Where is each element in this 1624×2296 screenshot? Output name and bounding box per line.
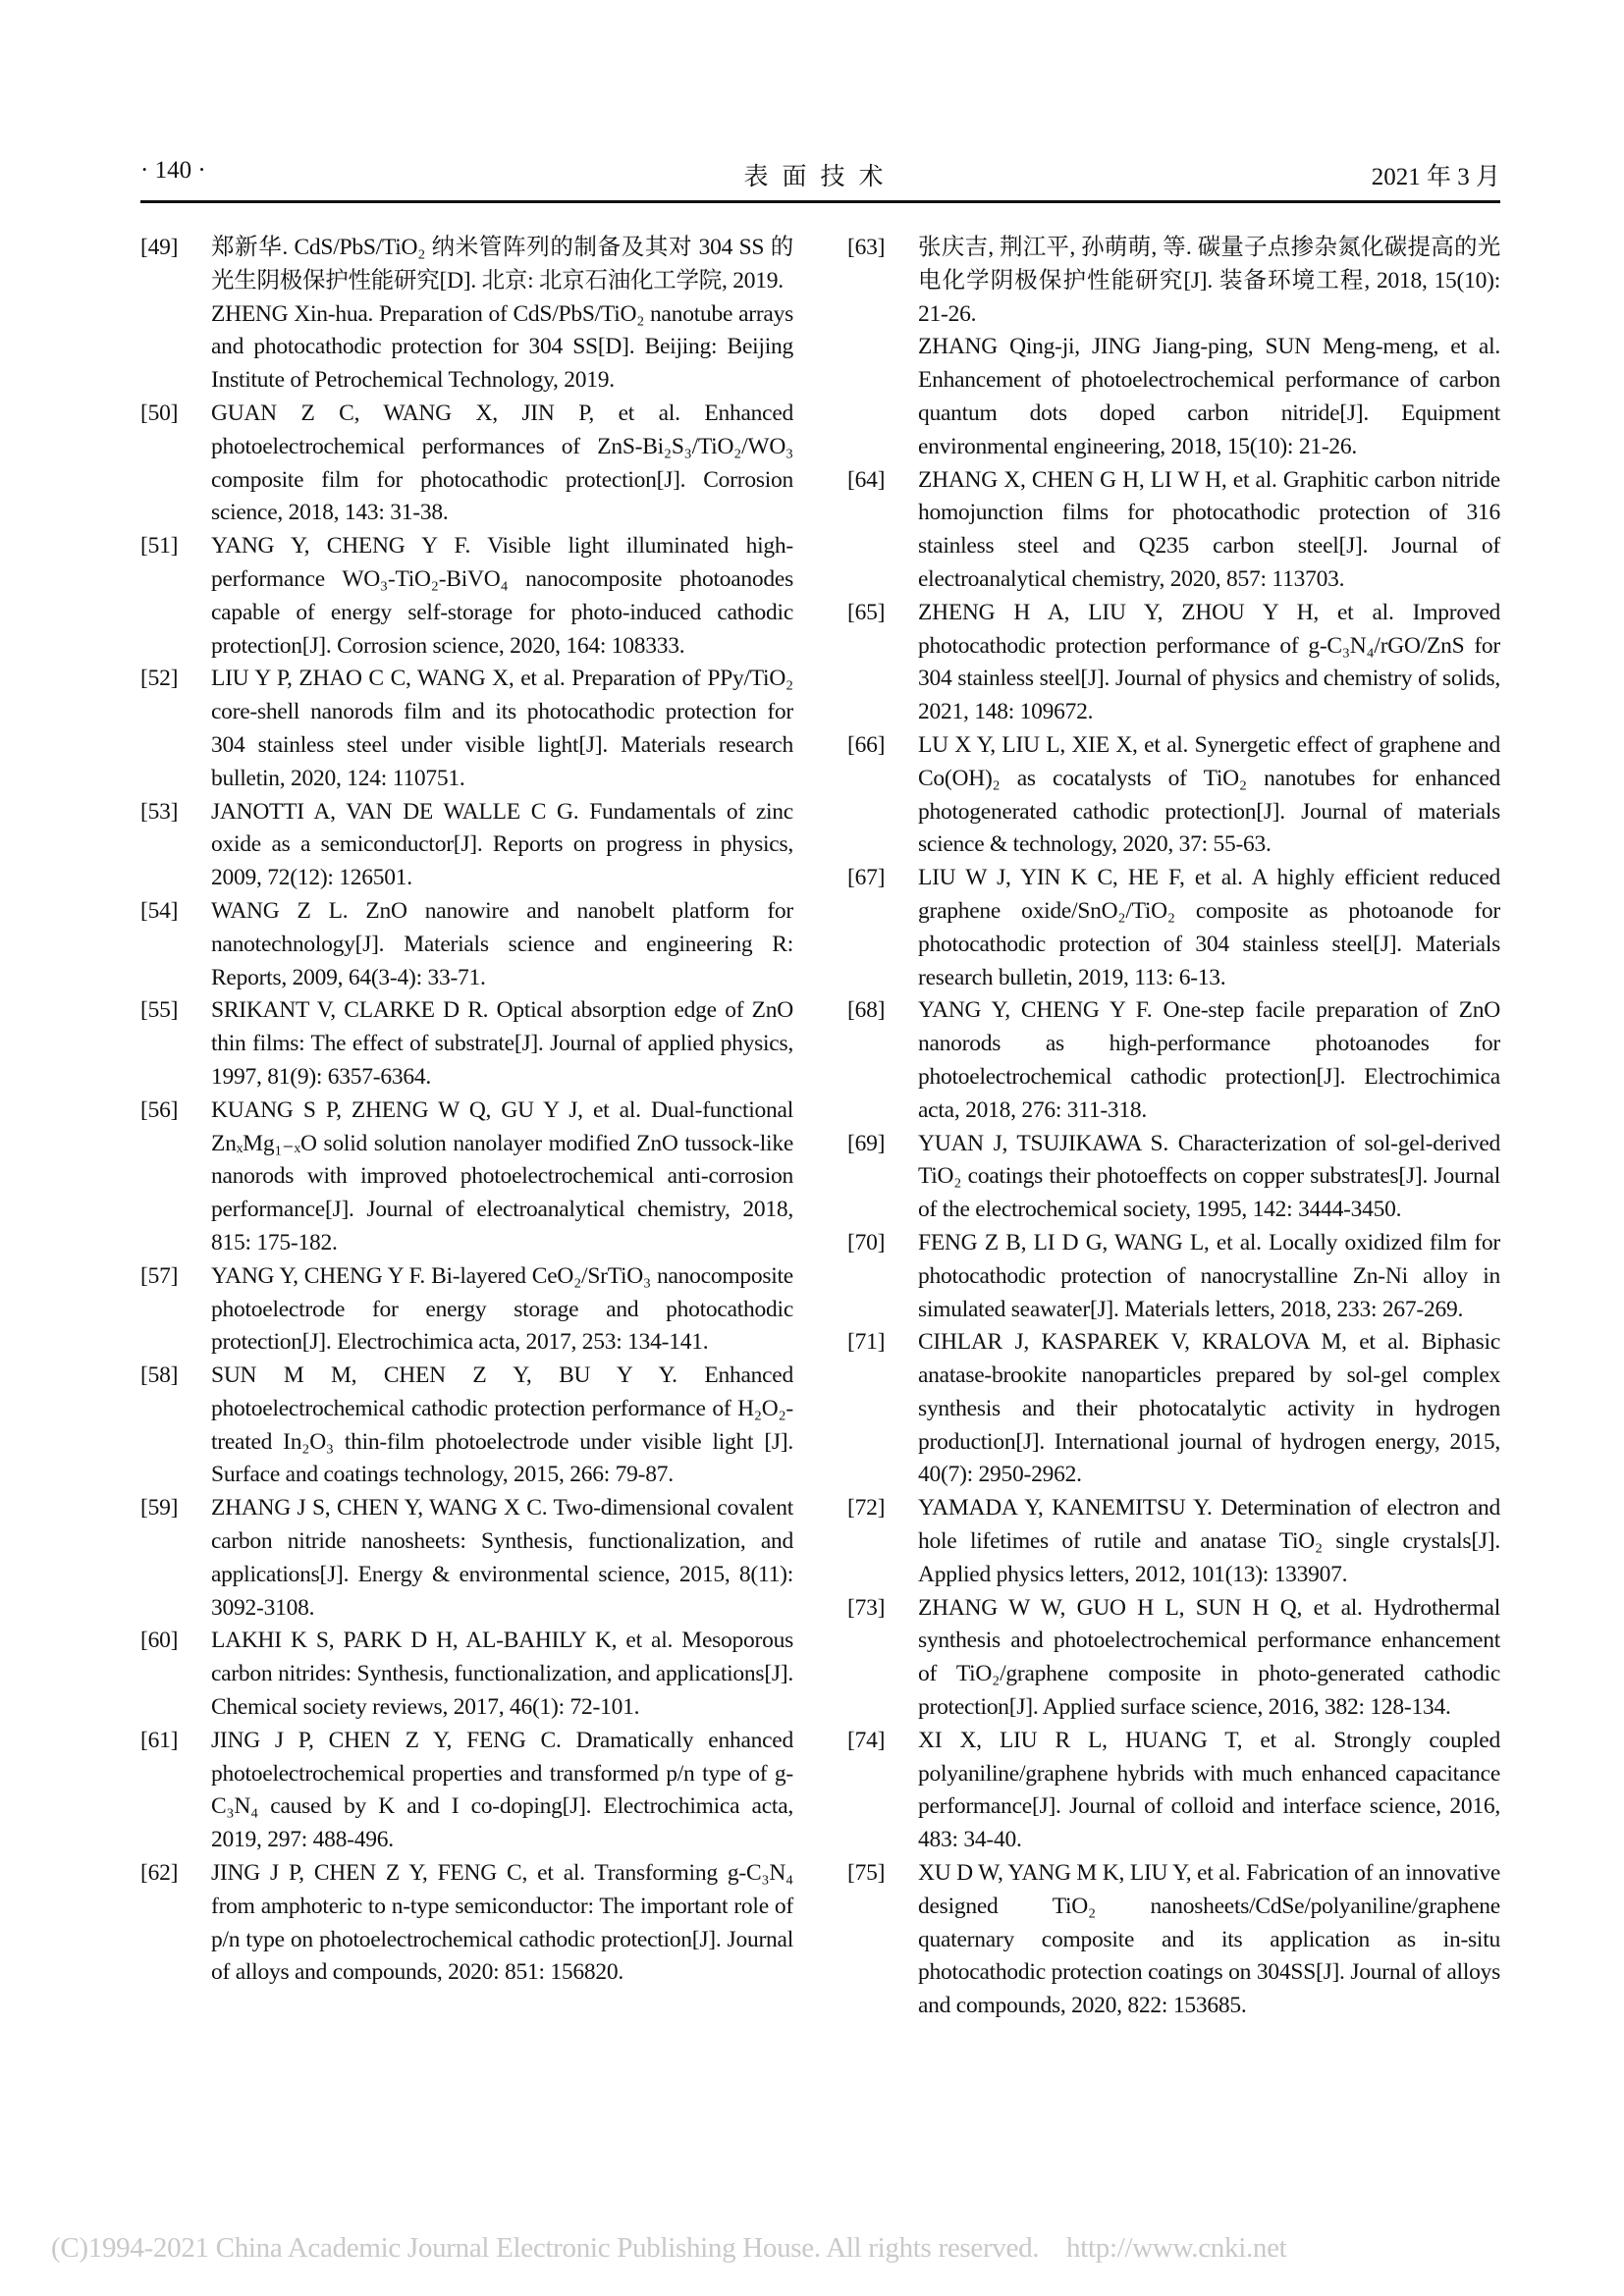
reference-body (918, 232, 1500, 464)
reference-text: GUAN Z C, WANG X, JIN P, et al. Enhanced photoelectrochemical performances of ZnS-Bi₂S₃/TiO₂/WO₃ composite film for photocathodic protection[J]. Corrosion science, 2018, 143: 31-38. (211, 400, 793, 526)
reference-body (918, 464, 1500, 597)
reference-text: LU X Y, LIU L, XIE X, et al. Synergetic effect of graphene and Co(OH)₂ as cocatalysts of TiO₂ nanotubes for enhanced photogenerated cathodic protection[J]. Journal of materials science & technology, 2020, 37: 55-63. (918, 731, 1500, 858)
reference-body (918, 729, 1500, 862)
reference-text: SRIKANT V, CLARKE D R. Optical absorption edge of ZnO thin films: The effect of substrate[J]. Journal of applied physics, 1997, 81(9): 6357-6364. (211, 997, 793, 1090)
reference-text: 郑新华. CdS/PbS/TiO₂ 纳米管阵列的制备及其对 304 SS 的光生阴极保护性能研究[D]. 北京: 北京石油化工学院, 2019. (211, 235, 793, 294)
reference-entry (847, 729, 1500, 862)
reference-body (211, 398, 793, 530)
references-left-column (140, 232, 793, 1990)
reference-text-english: ZHENG Xin-hua. Preparation of CdS/PbS/TiO₂ nanotube arrays and photocathodic protection for 304 SS[D]. Beijing: Beijing Institute of Petrochemical Technology, 2019. (211, 300, 793, 394)
reference-body (918, 994, 1500, 1127)
reference-entry (847, 597, 1500, 729)
reference-entry (847, 1492, 1500, 1591)
reference-entry (140, 1360, 793, 1492)
reference-text: YAMADA Y, KANEMITSU Y. Determination of electron and hole lifetimes of rutile and anatase TiO₂ single crystals[J]. Applied physics letters, 2012, 101(13): 133907. (918, 1495, 1500, 1587)
reference-text: LIU W J, YIN K C, HE F, et al. A highly efficient reduced graphene oxide/SnO₂/TiO₂ composite as photoanode for photocathodic protection of 304 stainless steel[J]. Materials research bulletin, 2019, 113: 6-13. (918, 865, 1500, 990)
reference-entry (847, 1725, 1500, 1857)
reference-number: [72] (847, 1495, 886, 1522)
copyright-footer (51, 2232, 1286, 2265)
reference-body (918, 862, 1500, 994)
reference-text-english: ZHANG Qing-ji, JING Jiang-ping, SUN Meng-meng, et al. Enhancement of photoelectrochemical performance of carbon quantum dots doped carbon nitride[J]. Equipment environmental engineering, 2018, 15(10): 21-26. (918, 334, 1500, 459)
reference-text: YANG Y, CHENG Y F. Visible light illuminated high-performance WO₃-TiO₂-BiVO₄ nanocomposite photoanodes capable of energy self-storage for photo-induced cathodic protection[J]. Corrosion science, 2020, 164: 108333. (211, 533, 793, 659)
reference-text: WANG Z L. ZnO nanowire and nanobelt platform for nanotechnology[J]. Materials science and engineering R: Reports, 2009, 64(3-4): 33-71. (211, 897, 793, 990)
reference-body (211, 796, 793, 895)
reference-text: KUANG S P, ZHENG W Q, GU Y J, et al. Dual-functional ZnₓMg₁₋ₓO solid solution nanolayer modified ZnO tussock-like nanorods with improved photoelectrochemical anti-corrosion performance[J]. Journal of electroanalytical chemistry, 2018, 815: 175-182. (211, 1096, 793, 1255)
reference-number: [62] (140, 1860, 179, 1887)
reference-body (211, 1625, 793, 1724)
reference-text: SUN M M, CHEN Z Y, BU Y Y. Enhanced photoelectrochemical cathodic protection performance of H₂O₂-treated In₂O₃ thin-film photoelectrode under visible light [J]. Surface and coatings technology, 2015, 266: 79-87. (211, 1362, 793, 1488)
reference-text: YANG Y, CHENG Y F. Bi-layered CeO₂/SrTiO₃ nanocomposite photoelectrode for energy storage and photocathodic protection[J]. Electrochimica acta, 2017, 253: 134-141. (211, 1262, 793, 1356)
reference-entry (847, 232, 1500, 464)
reference-number: [49] (140, 235, 179, 260)
reference-text: ZHANG J S, CHEN Y, WANG X C. Two-dimensional covalent carbon nitride nanosheets: Synthesis, functionalization, and applications[J]. Energy & environmental science, 2015, 8(11): 3092-3108. (211, 1495, 793, 1621)
reference-number: [63] (847, 235, 886, 260)
reference-number: [59] (140, 1495, 179, 1522)
reference-text: XI X, LIU R L, HUANG T, et al. Strongly coupled polyaniline/graphene hybrids with much enhanced capacitance performance[J]. Journal of colloid and interface science, 2016, 483: 34-40. (918, 1727, 1500, 1853)
issue-date: 2021 年 3 月 (1371, 164, 1500, 190)
reference-body (211, 1360, 793, 1492)
reference-number: [51] (140, 533, 179, 560)
reference-number: [54] (140, 897, 179, 924)
reference-entry (140, 1492, 793, 1625)
reference-entry (140, 1857, 793, 1990)
reference-text: ZHANG X, CHEN G H, LI W H, et al. Graphitic carbon nitride homojunction films for photocathodic protection of 316 stainless steel and Q235 carbon steel[J]. Journal of electroanalytical chemistry, 2020, 857: 113703. (918, 466, 1500, 592)
cnki-url: http://www.cnki.net (1066, 2232, 1287, 2264)
reference-body (211, 1725, 793, 1857)
reference-text: ZHENG H A, LIU Y, ZHOU Y H, et al. Improved photocathodic protection performance of g-C₃N₄/rGO/ZnS for 304 stainless steel[J]. Journal of physics and chemistry of solids, 2021, 148: 109672. (918, 599, 1500, 725)
reference-entry (847, 1326, 1500, 1492)
reference-number: [52] (140, 666, 179, 692)
reference-entry (847, 1227, 1500, 1326)
reference-entry (847, 1857, 1500, 2023)
reference-entry (140, 895, 793, 994)
header-rule (140, 200, 1500, 203)
reference-text: CIHLAR J, KASPAREK V, KRALOVA M, et al. Biphasic anatase-brookite nanoparticles prepared by sol-gel complex synthesis and their photocatalytic activity in hydrogen production[J]. International journal of hydrogen energy, 2015, 40(7): 2950-2962. (918, 1329, 1500, 1488)
reference-body (211, 895, 793, 994)
reference-number: [71] (847, 1329, 886, 1356)
reference-number: [61] (140, 1727, 179, 1753)
reference-body (918, 1492, 1500, 1591)
reference-entry (140, 796, 793, 895)
reference-entry (847, 1592, 1500, 1725)
reference-body (211, 663, 793, 795)
reference-entry (847, 994, 1500, 1127)
reference-entry (847, 1128, 1500, 1227)
reference-body (918, 1227, 1500, 1326)
reference-body (211, 1492, 793, 1625)
reference-number: [58] (140, 1362, 179, 1389)
reference-number: [57] (140, 1262, 179, 1289)
reference-entry (140, 1095, 793, 1260)
reference-entry (847, 464, 1500, 597)
reference-number: [55] (140, 997, 179, 1024)
reference-number: [56] (140, 1096, 179, 1123)
reference-body (211, 232, 793, 398)
references-right-column (847, 232, 1500, 2023)
reference-text: LAKHI K S, PARK D H, AL-BAHILY K, et al. Mesoporous carbon nitrides: Synthesis, functionalization, and applications[J]. Chemical society reviews, 2017, 46(1): 72-101. (211, 1628, 793, 1721)
reference-body (211, 1260, 793, 1360)
reference-text: 张庆吉, 荆江平, 孙萌萌, 等. 碳量子点掺杂氮化碳提高的光电化学阴极保护性能研究[J]. 装备环境工程, 2018, 15(10): 21-26. (918, 235, 1500, 327)
reference-body (918, 1326, 1500, 1492)
reference-number: [66] (847, 731, 886, 758)
reference-entry (140, 1625, 793, 1724)
reference-number: [60] (140, 1628, 179, 1654)
page-number: · 140 · (140, 157, 206, 184)
reference-body (211, 1095, 793, 1260)
reference-entry (140, 1260, 793, 1360)
reference-text: ZHANG W W, GUO H L, SUN H Q, et al. Hydrothermal synthesis and photoelectrochemical performance enhancement of TiO₂/graphene composite in photo-generated cathodic protection[J]. Applied surface science, 2016, 382: 128-134. (918, 1594, 1500, 1721)
reference-text: LIU Y P, ZHAO C C, WANG X, et al. Preparation of PPy/TiO₂ core-shell nanorods film and its photocathodic protection for 304 stainless steel under visible light[J]. Materials research bulletin, 2020, 124: 110751. (211, 666, 793, 791)
reference-number: [75] (847, 1860, 886, 1887)
journal-title: 表面技术 (743, 164, 897, 190)
reference-text: FENG Z B, LI D G, WANG L, et al. Locally oxidized film for photocathodic protection of nanocrystalline Zn-Ni alloy in simulated seawater[J]. Materials letters, 2018, 233: 267-269. (918, 1229, 1500, 1322)
reference-text: JING J P, CHEN Z Y, FENG C. Dramatically enhanced photoelectrochemical properties and transformed p/n type of g-C₃N₄ caused by K and I co-doping[J]. Electrochimica acta, 2019, 297: 488-496. (211, 1727, 793, 1853)
reference-text: YANG Y, CHENG Y F. One-step facile preparation of ZnO nanorods as high-performance photoanodes for photoelectrochemical cathodic protection[J]. Electrochimica acta, 2018, 276: 311-318. (918, 997, 1500, 1123)
reference-text: YUAN J, TSUJIKAWA S. Characterization of sol-gel-derived TiO₂ coatings their photoeffects on copper substrates[J]. Journal of the electrochemical society, 1995, 142: 3444-3450. (918, 1130, 1500, 1223)
reference-entry (140, 530, 793, 663)
reference-body (918, 1592, 1500, 1725)
reference-number: [65] (847, 599, 886, 625)
reference-body (918, 597, 1500, 729)
reference-body (211, 994, 793, 1094)
reference-entry (140, 232, 793, 398)
reference-entry (140, 663, 793, 795)
reference-text: JING J P, CHEN Z Y, FENG C, et al. Transforming g-C₃N₄ from amphoteric to n-type semiconductor: The important role of p/n type on photoelectrochemical cathodic protection[J]. Journal of alloys and compounds, 2020: 851: 156820. (211, 1860, 793, 1986)
reference-number: [67] (847, 865, 886, 891)
reference-text: JANOTTI A, VAN DE WALLE C G. Fundamentals of zinc oxide as a semiconductor[J]. Reports on progress in physics, 2009, 72(12): 126501. (211, 798, 793, 891)
page-header (140, 157, 1500, 196)
reference-number: [68] (847, 997, 886, 1024)
reference-entry (140, 398, 793, 530)
reference-entry (847, 862, 1500, 994)
reference-body (211, 1857, 793, 1990)
reference-body (918, 1725, 1500, 1857)
reference-body (918, 1128, 1500, 1227)
reference-body (211, 530, 793, 663)
reference-entry (140, 994, 793, 1094)
reference-number: [53] (140, 798, 179, 825)
reference-number: [73] (847, 1594, 886, 1621)
copyright-text: (C)1994-2021 China Academic Journal Electronic Publishing House. All rights reserved. (51, 2232, 1040, 2264)
reference-text: XU D W, YANG M K, LIU Y, et al. Fabrication of an innovative designed TiO₂ nanosheets/CdSe/polyaniline/graphene quaternary composite and its application as in-situ photocathodic protection coatings on 304SS[J]. Journal of alloys and compounds, 2020, 822: 153685. (918, 1860, 1500, 2019)
reference-number: [64] (847, 466, 886, 493)
reference-number: [50] (140, 400, 179, 426)
reference-number: [70] (847, 1229, 886, 1255)
reference-number: [74] (847, 1727, 886, 1753)
reference-entry (140, 1725, 793, 1857)
reference-number: [69] (847, 1130, 886, 1156)
reference-body (918, 1857, 1500, 2023)
